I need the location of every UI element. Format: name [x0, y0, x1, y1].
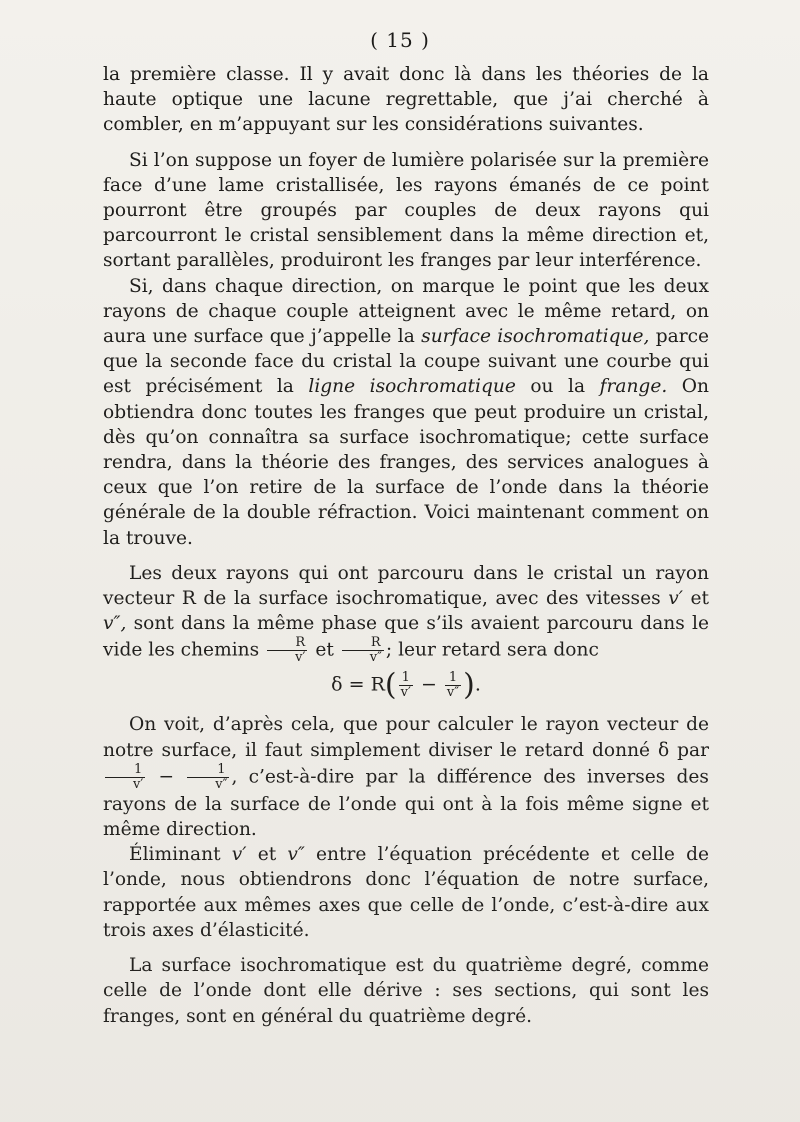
fraction-denominator: v′: [295, 650, 306, 666]
paragraph-4-text-a: Les deux rayons qui ont parcouru dans le cristal un rayon vecteur R de la surface isochromatique, avec des vitesses: [103, 562, 709, 610]
fraction-numerator: 1: [105, 763, 145, 778]
paragraph-4-text-c: ; leur retard sera donc: [385, 639, 599, 661]
symbol-v-prime: v′: [231, 844, 247, 866]
open-paren: (: [384, 667, 397, 703]
fraction-numerator: 1: [445, 671, 461, 686]
fraction-r-over-v-prime: [267, 636, 307, 665]
paragraph-2: Si l’on suppose un foyer de lumière polarisée sur la première face d’une lame cristallisée, les rayons émanés de ce point pourront être groupés par couples de deux rayons qui parcourront le cristal sensiblement dans la même direction et, sortant parallèles, produiront les franges par leur interférence.: [103, 149, 709, 272]
symbol-v-double-prime: v″,: [103, 613, 127, 635]
paragraph-5-minus: −: [158, 766, 175, 788]
fraction-numerator: 1: [399, 671, 413, 686]
fraction-numerator: R: [342, 636, 384, 651]
symbol-v-double-prime: v″: [287, 844, 305, 866]
paragraph-3-text-a: Si, dans chaque direction, on marque le point que les deux rayons de chaque couple atteignent avec le même retard, on aura une surface que j’appelle la: [103, 275, 709, 348]
equation-retard: [103, 667, 709, 703]
equation-lhs: δ = R: [331, 673, 385, 696]
fraction-denominator: v″: [215, 776, 228, 792]
fraction-1-over-v-double-prime: [187, 763, 229, 792]
paragraph-4: [103, 561, 709, 666]
fraction-numerator: 1: [187, 763, 229, 778]
paragraph-3-text-d: On obtiendra donc toutes les franges que peut produire un cristal, dès qu’on connaîtra sa surface isochromatique; cette surface rendra, dans la théorie des franges, des services analogues à ceux que l’on retire de la surface de l’onde dans la théorie générale de la double réfraction. Voici maintenant comment on la trouve.: [103, 376, 709, 549]
symbol-v-prime: v′: [668, 588, 683, 610]
paragraph-5-text-b: , c’est-à-dire par la différence des inverses des rayons de la surface de l’onde qui ont à la fois même signe et même direction.: [103, 766, 709, 841]
fraction-denominator: v′: [400, 685, 411, 701]
paragraph-4-text-b: sont dans la même phase que s’ils avaient parcouru dans le vide les chemins: [103, 613, 709, 661]
equation-end: .: [474, 673, 481, 696]
paragraph-1: la première classe. Il y avait donc là dans les théories de la haute optique une lacune regrettable, que j’ai cherché à combler, en m’appuyant sur les considérations suivantes.: [103, 64, 709, 136]
equation-fraction-2: [445, 671, 461, 700]
fraction-denominator: v′: [133, 776, 144, 792]
page-number: ( 15 ): [370, 28, 430, 52]
paragraph-5-text-a: On voit, d’après cela, que pour calculer le rayon vecteur de notre surface, il faut simplement diviser le retard donné δ par: [103, 714, 709, 761]
fraction-numerator: R: [267, 636, 307, 651]
fraction-denominator: v″: [446, 685, 460, 701]
paragraph-6: [103, 842, 709, 943]
fraction-1-over-v-prime: [105, 763, 145, 792]
term-ligne-isochromatique: ligne isochromatique: [308, 376, 516, 398]
fraction-r-over-v-double-prime: [342, 636, 384, 665]
paragraph-6-and: et: [257, 844, 277, 866]
paragraph-4-and-2: et: [315, 639, 334, 661]
close-paren: ): [463, 667, 475, 703]
paragraph-3-text-b: parce que la seconde face du cristal la coupe suivant une courbe qui est précisément la: [103, 326, 709, 398]
equation-minus: −: [420, 673, 437, 696]
paragraph-5: [103, 712, 709, 842]
paragraph-7: La surface isochromatique est du quatrième degré, comme celle de l’onde dont elle dérive : ses sections, qui sont les franges, sont en général du quatrième degré.: [103, 955, 709, 1027]
term-surface-isochromatique: surface isochromatique,: [421, 326, 650, 348]
paragraph-4-and-1: et: [690, 588, 709, 610]
paragraph-6-text-b: entre l’équation précédente et celle de l’onde, nous obtiendrons donc l’équation de notre surface, rapportée aux mêmes axes que celle de l’onde, c’est-à-dire aux trois axes d’élasticité.: [103, 844, 710, 941]
equation-fraction-1: [399, 671, 413, 700]
fraction-denominator: v″: [369, 650, 382, 666]
paragraph-6-text-a: Éliminant: [129, 844, 221, 866]
paragraph-3-text-c: ou la: [530, 376, 586, 398]
body-text: [103, 62, 709, 1029]
term-frange: frange.: [599, 376, 668, 398]
paragraph-3: [103, 274, 709, 551]
